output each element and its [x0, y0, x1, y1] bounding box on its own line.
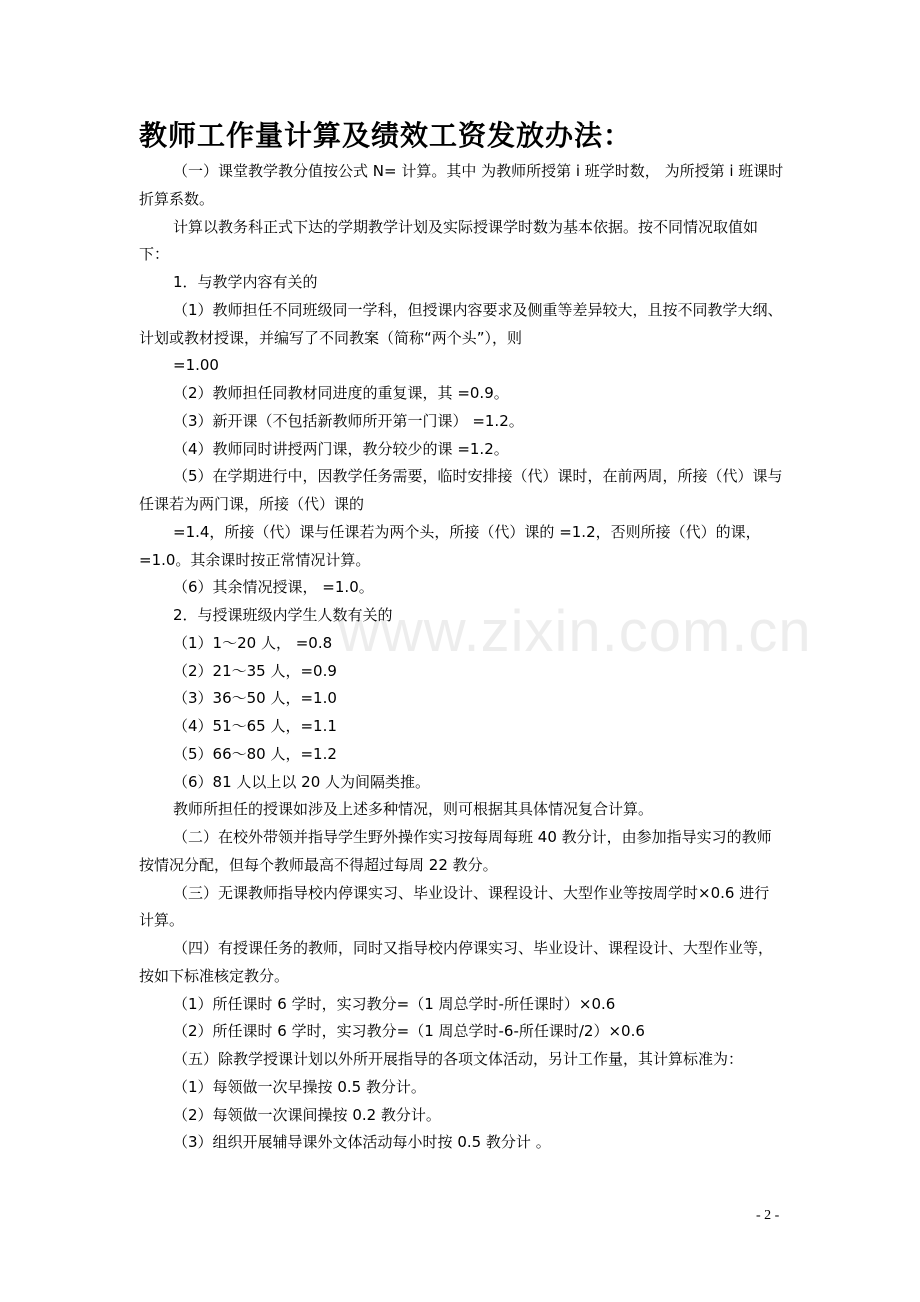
paragraph: =1.00 — [173, 356, 219, 375]
paragraph: （四）有授课任务的教师，同时又指导校内停课实习、毕业设计、课程设计、大型作业等，按如下标准核定教分。 — [139, 939, 774, 985]
paragraph: （5）66～80 人，=1.2 — [173, 744, 337, 763]
paragraph: =1.4，所接（代）课与任课若为两个头，所接（代）课的 =1.2，否则所接（代）的课， =1.0。其余课时按正常情况计算。 — [139, 522, 761, 569]
paragraph: （二）在校外带领并指导学生野外操作实习按每周每班 40 教分计，由参加指导实习的教师按情况分配，但每个教师最高不得超过每周 22 教分。 — [139, 828, 772, 874]
paragraph: （一）课堂教学教分值按公式 N= 计算。其中 为教师所授第 i 班学时数， 为所授第 i 班课时折算系数。 — [139, 162, 784, 208]
document-body — [139, 158, 784, 1157]
paragraph: （2）教师担任同教材同进度的重复课，其 =0.9。 — [173, 384, 509, 402]
paragraph: （5）在学期进行中，因教学任务需要，临时安排接（代）课时，在前两周，所接（代）课与任课若为两门课，所接（代）课的 — [139, 467, 783, 513]
paragraph: （4）51～65 人，=1.1 — [173, 717, 337, 735]
paragraph: （1）教师担任不同班级同一学科，但授课内容要求及侧重等差异较大，且按不同教学大纲、计划或教材授课，并编写了不同教案（简称“两个头”），则 — [139, 300, 783, 347]
paragraph: （3）新开课（不包括新教师所开第一门课） =1.2。 — [173, 411, 524, 430]
paragraph: 2．与授课班级内学生人数有关的 — [173, 606, 393, 624]
paragraph: （4）教师同时讲授两门课，教分较少的课 =1.2。 — [173, 439, 509, 458]
paragraph: 计算以教务科正式下达的学期教学计划及实际授课学时数为基本依据。按不同情况取值如下： — [139, 217, 759, 264]
paragraph: （6）其余情况授课， =1.0。 — [173, 578, 374, 597]
paragraph: （3）组织开展辅导课外文体活动每小时按 0.5 教分计 。 — [173, 1133, 551, 1152]
paragraph: （1）每领做一次早操按 0.5 教分计。 — [173, 1077, 426, 1096]
paragraph: 1．与教学内容有关的 — [173, 273, 318, 291]
page-title: 教师工作量计算及绩效工资发放办法： — [139, 119, 633, 152]
paragraph: （1）1～20 人， =0.8 — [173, 633, 333, 652]
paragraph: （2）每领做一次课间操按 0.2 教分计。 — [173, 1105, 441, 1124]
paragraph: （三）无课教师指导校内停课实习、毕业设计、课程设计、大型作业等按周学时×0.6 进行计算。 — [139, 883, 770, 930]
paragraph: （2）21～35 人，=0.9 — [173, 661, 337, 680]
paragraph: 教师所担任的授课如涉及上述多种情况，则可根据其具体情况复合计算。 — [173, 800, 654, 819]
page-number: - 2 - — [756, 1208, 780, 1223]
paragraph: （6）81 人以上以 20 人为间隔类推。 — [173, 772, 431, 791]
paragraph: （3）36～50 人，=1.0 — [173, 689, 337, 708]
watermark: www.zixin.com.cn — [338, 599, 812, 664]
paragraph: （五）除教学授课计划以外所开展指导的各项文体活动，另计工作量，其计算标准为： — [173, 1050, 744, 1068]
paragraph: （2）所任课时 6 学时，实习教分=（1 周总学时-6-所任课时/2）×0.6 — [173, 1022, 645, 1041]
paragraph: （1）所任课时 6 学时，实习教分=（1 周总学时-所任课时）×0.6 — [173, 994, 616, 1013]
